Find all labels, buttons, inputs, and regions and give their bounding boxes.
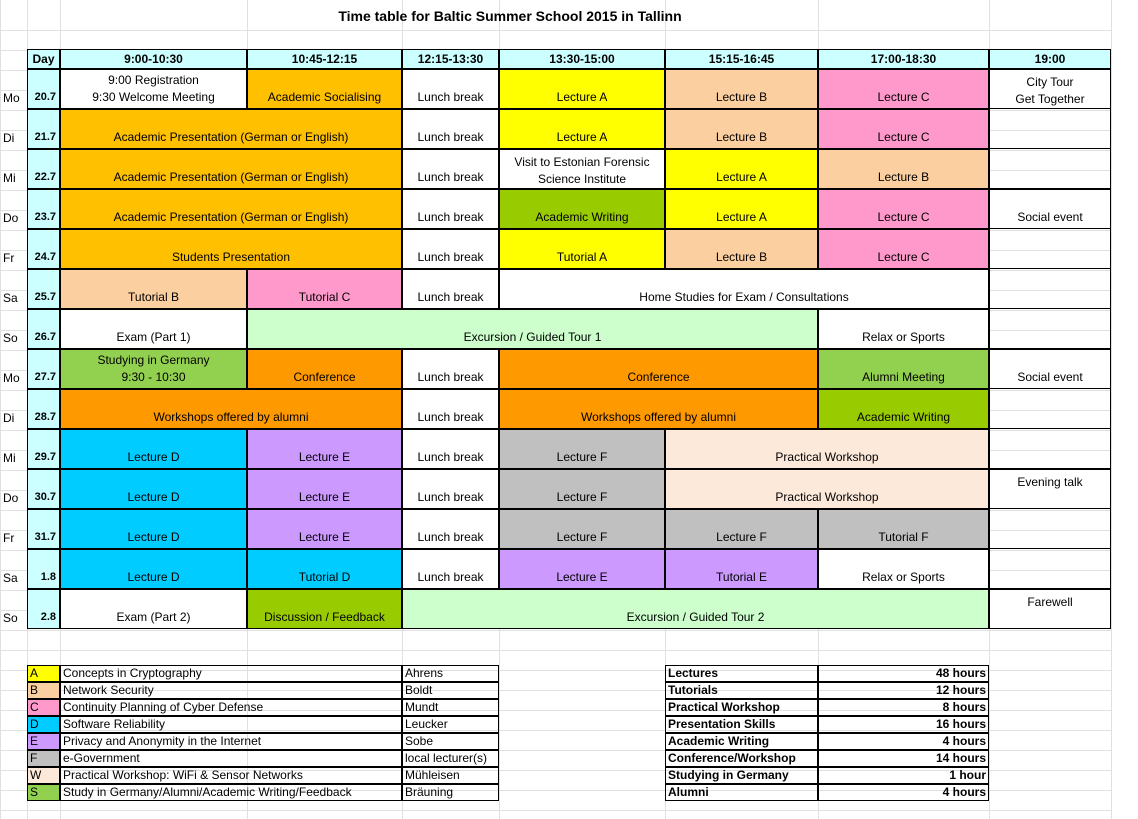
schedule-event: [499, 469, 665, 509]
schedule-event: [818, 309, 989, 349]
day-date: 1.8: [27, 549, 60, 589]
event-label: Lunch break: [417, 530, 484, 544]
legend-course-name: Privacy and Anonymity in the Internet: [60, 733, 402, 750]
event-label: Visit to Estonian Forensic: [514, 155, 650, 169]
event-label: Lecture B: [715, 250, 768, 264]
legend-code: S: [27, 784, 60, 801]
schedule-event: [818, 229, 989, 269]
schedule-event: [989, 469, 1111, 509]
schedule-event: [665, 149, 818, 189]
schedule-event: [818, 389, 989, 429]
schedule-event: [402, 509, 499, 549]
event-label: Lecture E: [298, 530, 351, 544]
event-label: Lecture F: [716, 530, 767, 544]
schedule-event: [499, 229, 665, 269]
schedule-event: [665, 549, 818, 589]
schedule-event: [499, 509, 665, 549]
schedule-event: [60, 469, 247, 509]
schedule-event: [247, 469, 402, 509]
event-label: Tutorial C: [298, 290, 351, 304]
empty-cell: [989, 109, 1111, 149]
day-name: Fr: [3, 531, 15, 545]
event-label: Lunch break: [417, 370, 484, 384]
event-label: Lecture C: [877, 130, 930, 144]
event-label: Lecture A: [716, 210, 767, 224]
schedule-event: [989, 349, 1111, 389]
day-name: Mi: [3, 451, 16, 465]
schedule-event: [665, 509, 818, 549]
event-label: Lecture B: [715, 90, 768, 104]
schedule-event: [60, 589, 247, 629]
header-day: Day: [27, 49, 60, 69]
legend-course-name: Software Reliability: [60, 716, 402, 733]
day-date: 25.7: [27, 269, 60, 309]
schedule-event: [60, 149, 402, 189]
schedule-event: [665, 469, 989, 509]
hours-value: 8 hours: [818, 699, 989, 716]
header-slot: 17:00-18:30: [818, 49, 989, 69]
hours-value: 14 hours: [818, 750, 989, 767]
day-name: Mo: [3, 91, 20, 105]
event-label: Academic Socialising: [267, 90, 382, 104]
legend-code: W: [27, 767, 60, 784]
hours-value: 4 hours: [818, 733, 989, 750]
schedule-event: [60, 389, 402, 429]
day-name: Sa: [3, 291, 18, 305]
event-label: Lecture A: [716, 170, 767, 184]
event-label: Lunch break: [417, 130, 484, 144]
schedule-event: [402, 389, 499, 429]
schedule-event: [402, 149, 499, 189]
hours-category: Studying in Germany: [665, 767, 818, 784]
empty-cell: [989, 509, 1111, 549]
day-name: So: [3, 611, 18, 625]
event-label: Lecture B: [715, 130, 768, 144]
legend-course-name: Practical Workshop: WiFi & Sensor Networks: [60, 767, 402, 784]
event-label: Lecture E: [556, 570, 608, 584]
schedule-event: [499, 269, 989, 309]
event-label: 9:00 Registration: [108, 73, 199, 87]
hours-value: 1 hour: [818, 767, 989, 784]
event-label: Students Presentation: [171, 250, 291, 264]
event-label: Lecture A: [556, 90, 608, 104]
event-label: Academic Writing: [535, 210, 629, 224]
day-date: 21.7: [27, 109, 60, 149]
day-name: Mi: [3, 171, 16, 185]
event-label: Practical Workshop: [775, 490, 879, 504]
legend-code: B: [27, 682, 60, 699]
schedule-event: [247, 349, 402, 389]
gridline: [0, 650, 1111, 651]
legend-lecturer: Ahrens: [402, 665, 499, 682]
day-date: 24.7: [27, 229, 60, 269]
legend-lecturer: Sobe: [402, 733, 499, 750]
event-label: Workshops offered by alumni: [153, 410, 309, 424]
schedule-event: [60, 69, 247, 109]
empty-cell: [989, 389, 1111, 429]
header-slot: 10:45-12:15: [247, 49, 402, 69]
legend-course-name: Network Security: [60, 682, 402, 699]
event-label: Lecture A: [556, 130, 608, 144]
hours-category: Alumni: [665, 784, 818, 801]
event-label: Social event: [1017, 370, 1083, 384]
schedule-event: [402, 269, 499, 309]
schedule-event: [60, 189, 402, 229]
event-label: Science Institute: [537, 172, 627, 186]
schedule-event: [665, 229, 818, 269]
empty-cell: [989, 309, 1111, 349]
day-date: 27.7: [27, 349, 60, 389]
event-label: Discussion / Feedback: [264, 610, 385, 624]
schedule-event: [402, 589, 989, 629]
event-label: Lecture D: [127, 450, 180, 464]
schedule-event: [60, 349, 247, 389]
schedule-event: [60, 109, 402, 149]
legend-code: C: [27, 699, 60, 716]
page-title: Time table for Baltic Summer School 2015 in Tallinn: [338, 8, 682, 24]
day-date: 22.7: [27, 149, 60, 189]
hours-category: Academic Writing: [665, 733, 818, 750]
event-label: Lecture E: [298, 450, 351, 464]
event-label: Lunch break: [417, 490, 484, 504]
event-label: Relax or Sports: [862, 330, 945, 344]
empty-cell: [989, 149, 1111, 189]
hours-category: Practical Workshop: [665, 699, 818, 716]
event-label: Academic Presentation (German or English): [113, 170, 349, 184]
header-slot: 15:15-16:45: [665, 49, 818, 69]
day-name: Do: [3, 491, 19, 505]
schedule-event: [989, 189, 1111, 229]
schedule-event: [499, 549, 665, 589]
legend-code: A: [27, 665, 60, 682]
event-label: Exam (Part 2): [116, 610, 191, 624]
event-label: Tutorial B: [128, 290, 179, 304]
day-date: 30.7: [27, 469, 60, 509]
schedule-event: [402, 69, 499, 109]
schedule-event: [818, 69, 989, 109]
schedule-event: [247, 549, 402, 589]
legend-code: E: [27, 733, 60, 750]
legend-course-name: Study in Germany/Alumni/Academic Writing/Feedback: [60, 784, 402, 801]
header-slot: 12:15-13:30: [402, 49, 499, 69]
legend-lecturer: Leucker: [402, 716, 499, 733]
gridline: [0, 30, 1111, 31]
schedule-event: [60, 429, 247, 469]
hours-value: 48 hours: [818, 665, 989, 682]
hours-value: 4 hours: [818, 784, 989, 801]
schedule-event: [60, 549, 247, 589]
schedule-event: [402, 109, 499, 149]
schedule-event: [499, 349, 818, 389]
event-label: Lunch break: [417, 90, 484, 104]
day-date: 26.7: [27, 309, 60, 349]
schedule-event: [818, 549, 989, 589]
schedule-event: [818, 109, 989, 149]
event-label: Lunch break: [417, 250, 484, 264]
event-label: Social event: [1017, 210, 1083, 224]
schedule-event: [402, 229, 499, 269]
legend-lecturer: local lecturer(s): [402, 750, 499, 767]
event-label: Lecture D: [127, 490, 180, 504]
event-label: Lecture D: [127, 570, 180, 584]
event-label: Lunch break: [417, 210, 484, 224]
event-label: Lunch break: [417, 450, 484, 464]
event-label: Lunch break: [417, 290, 484, 304]
event-label: Evening talk: [1017, 475, 1083, 489]
legend-lecturer: Boldt: [402, 682, 499, 699]
event-label: Relax or Sports: [862, 570, 945, 584]
event-label: Tutorial A: [556, 250, 608, 264]
event-label: Get Together: [1015, 92, 1085, 106]
schedule-event: [60, 509, 247, 549]
day-name: Fr: [3, 251, 15, 265]
schedule-event: [499, 389, 818, 429]
event-label: Alumni Meeting: [862, 370, 945, 384]
schedule-event: [499, 149, 665, 189]
event-label: Lunch break: [417, 410, 484, 424]
event-label: Farewell: [1027, 595, 1073, 609]
day-date: 20.7: [27, 69, 60, 109]
legend-course-name: e-Government: [60, 750, 402, 767]
event-label: Tutorial E: [716, 570, 767, 584]
schedule-event: [499, 429, 665, 469]
event-label: 9:30 - 10:30: [121, 370, 186, 384]
schedule-event: [665, 109, 818, 149]
schedule-event: [499, 69, 665, 109]
empty-cell: [989, 549, 1111, 589]
event-label: 9:30 Welcome Meeting: [92, 90, 215, 104]
event-label: Excursion / Guided Tour 1: [463, 330, 602, 344]
event-label: Lecture F: [556, 450, 608, 464]
schedule-event: [818, 349, 989, 389]
schedule-event: [402, 549, 499, 589]
legend-code: F: [27, 750, 60, 767]
schedule-event: [247, 269, 402, 309]
schedule-event: [60, 229, 402, 269]
event-label: Lecture D: [127, 530, 180, 544]
hours-category: Tutorials: [665, 682, 818, 699]
schedule-event: [247, 69, 402, 109]
schedule-event: [247, 309, 818, 349]
event-label: Lecture C: [877, 210, 930, 224]
header-slot: 19:00: [989, 49, 1111, 69]
hours-category: Presentation Skills: [665, 716, 818, 733]
hours-value: 16 hours: [818, 716, 989, 733]
event-label: Studying in Germany: [97, 353, 210, 367]
day-name: Do: [3, 211, 19, 225]
event-label: Lunch break: [417, 570, 484, 584]
day-name: Di: [3, 411, 15, 425]
legend-course-name: Continuity Planning of Cyber Defense: [60, 699, 402, 716]
event-label: Lecture B: [877, 170, 930, 184]
day-name: Di: [3, 131, 15, 145]
schedule-event: [665, 69, 818, 109]
schedule-event: [60, 309, 247, 349]
event-label: Excursion / Guided Tour 2: [626, 610, 765, 624]
schedule-event: [247, 589, 402, 629]
schedule-event: [665, 189, 818, 229]
schedule-event: [989, 589, 1111, 629]
event-label: Exam (Part 1): [116, 330, 191, 344]
hours-category: Conference/Workshop: [665, 750, 818, 767]
empty-cell: [989, 269, 1111, 309]
event-label: Lecture C: [877, 250, 930, 264]
hours-category: Lectures: [665, 665, 818, 682]
event-label: Academic Presentation (German or English): [113, 210, 349, 224]
legend-lecturer: Mühleisen: [402, 767, 499, 784]
schedule-event: [402, 469, 499, 509]
gridline: [0, 630, 1111, 631]
event-label: Tutorial D: [298, 570, 351, 584]
event-label: Academic Presentation (German or English): [113, 130, 349, 144]
schedule-event: [499, 109, 665, 149]
day-date: 29.7: [27, 429, 60, 469]
legend-code: D: [27, 716, 60, 733]
schedule-event: [402, 429, 499, 469]
event-label: Tutorial F: [878, 530, 929, 544]
schedule-event: [247, 429, 402, 469]
header-slot: 9:00-10:30: [60, 49, 247, 69]
day-name: So: [3, 331, 18, 345]
schedule-event: [60, 269, 247, 309]
schedule-event: [665, 429, 989, 469]
empty-cell: [989, 429, 1111, 469]
event-label: Conference: [627, 370, 690, 384]
legend-lecturer: Mundt: [402, 699, 499, 716]
schedule-event: [818, 189, 989, 229]
day-date: 31.7: [27, 509, 60, 549]
legend-lecturer: Bräuning: [402, 784, 499, 801]
event-label: Lecture F: [556, 530, 608, 544]
legend-course-name: Concepts in Cryptography: [60, 665, 402, 682]
event-label: Lecture F: [556, 490, 608, 504]
event-label: Lecture C: [877, 90, 930, 104]
schedule-event: [818, 509, 989, 549]
day-date: 23.7: [27, 189, 60, 229]
schedule-event: [818, 149, 989, 189]
event-label: Conference: [293, 370, 356, 384]
schedule-event: [499, 189, 665, 229]
header-slot: 13:30-15:00: [499, 49, 665, 69]
event-label: Lecture E: [298, 490, 351, 504]
schedule-event: [247, 509, 402, 549]
day-name: Sa: [3, 571, 18, 585]
event-label: Lunch break: [417, 170, 484, 184]
event-label: Academic Writing: [856, 410, 951, 424]
day-date: 28.7: [27, 389, 60, 429]
day-name: Mo: [3, 371, 20, 385]
event-label: Workshops offered by alumni: [581, 410, 736, 424]
schedule-event: [989, 69, 1111, 109]
empty-cell: [989, 229, 1111, 269]
event-label: Home Studies for Exam / Consultations: [639, 290, 849, 304]
schedule-event: [402, 349, 499, 389]
gridline: [1111, 0, 1112, 819]
hours-value: 12 hours: [818, 682, 989, 699]
gridline: [0, 810, 1111, 811]
schedule-event: [402, 189, 499, 229]
event-label: City Tour: [1026, 75, 1074, 89]
day-date: 2.8: [27, 589, 60, 629]
event-label: Practical Workshop: [775, 450, 879, 464]
